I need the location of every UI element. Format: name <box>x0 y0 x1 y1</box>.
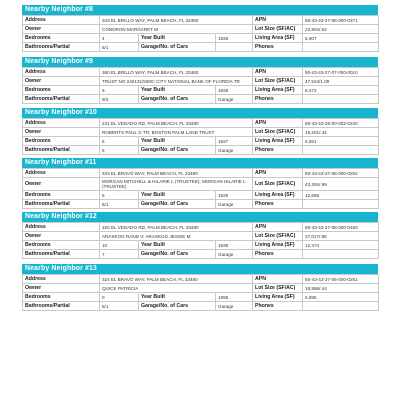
section-title: Nearby Neighbor #12 <box>22 212 378 222</box>
lot-size-value: 18,966/.44 <box>303 284 379 293</box>
year-built-label: Year Built <box>139 241 216 250</box>
phones-value <box>303 43 379 52</box>
owner-label: Owner <box>23 284 100 293</box>
table-row <box>23 302 379 311</box>
garage-value: Garage <box>216 146 253 155</box>
neighbor-table <box>22 222 379 259</box>
table-row <box>23 128 379 137</box>
neighbor-section <box>22 158 378 209</box>
bedrooms-value: 6 <box>100 86 139 95</box>
lot-size-label: Lot Size (SF/AC) <box>253 284 303 293</box>
phones-label: Phones <box>253 200 303 209</box>
address-label: Address <box>23 119 100 128</box>
baths-label: Bathrooms/Partial <box>23 200 100 209</box>
table-row <box>23 68 379 77</box>
bedrooms-label: Bedrooms <box>23 137 100 146</box>
bedrooms-value: 10 <box>100 241 139 250</box>
year-built-value: 1936 <box>216 241 253 250</box>
lot-size-label: Lot Size (SF/AC) <box>253 232 303 241</box>
year-built-label: Year Built <box>139 191 216 200</box>
apn-value: 50-43-43-27-06-000-0371 <box>303 16 379 25</box>
bedrooms-label: Bedrooms <box>23 191 100 200</box>
baths-label: Bathrooms/Partial <box>23 302 100 311</box>
phones-value <box>303 95 379 104</box>
phones-value <box>303 302 379 311</box>
table-row <box>23 169 379 178</box>
apn-value: 50-43-43-27-08-000-0450 <box>303 223 379 232</box>
neighbor-table <box>22 67 379 104</box>
neighbor-section <box>22 264 378 311</box>
baths-label: Bathrooms/Partial <box>23 250 100 259</box>
address-label: Address <box>23 16 100 25</box>
living-area-value: 8,472 <box>303 86 379 95</box>
apn-value: 50-43-43-27-06-000-0252 <box>303 169 379 178</box>
neighbor-section <box>22 57 378 104</box>
neighbor-section <box>22 212 378 259</box>
owner-value: ARASKOG RAND V; ARASKOG JESSIE M <box>100 232 253 241</box>
living-area-value: 12,374 <box>303 241 379 250</box>
bedrooms-label: Bedrooms <box>23 293 100 302</box>
owner-value: ROBERTS PAUL G TR; BOSTON PALM LAND TRUST <box>100 128 253 137</box>
living-area-label: Living Area (SF) <box>253 86 303 95</box>
neighbor-table <box>22 168 379 209</box>
baths-value: 5/1 <box>100 43 139 52</box>
living-area-value: 12,669 <box>303 191 379 200</box>
table-row <box>23 200 379 209</box>
table-row <box>23 86 379 95</box>
bedrooms-value: 5 <box>100 137 139 146</box>
section-title: Nearby Neighbor #9 <box>22 57 378 67</box>
garage-label: Garage/No. of Cars <box>139 95 216 104</box>
year-built-label: Year Built <box>139 137 216 146</box>
apn-value: 50-43-43-26-00-002-0240 <box>303 119 379 128</box>
lot-size-value: 47,524/1.09 <box>303 77 379 86</box>
garage-value: Garage <box>216 302 253 311</box>
table-row <box>23 137 379 146</box>
table-row <box>23 232 379 241</box>
owner-label: Owner <box>23 178 100 191</box>
baths-label: Bathrooms/Partial <box>23 95 100 104</box>
table-row <box>23 43 379 52</box>
baths-value: 9/2 <box>100 95 139 104</box>
bedrooms-label: Bedrooms <box>23 86 100 95</box>
phones-label: Phones <box>253 146 303 155</box>
year-built-value: 1995 <box>216 293 253 302</box>
living-area-label: Living Area (SF) <box>253 241 303 250</box>
baths-value: 7 <box>100 250 139 259</box>
address-label: Address <box>23 223 100 232</box>
lot-size-label: Lot Size (SF/AC) <box>253 128 303 137</box>
apn-value: 50-43-43-27-06-000-0251 <box>303 275 379 284</box>
living-area-value: 6,651 <box>303 137 379 146</box>
bedrooms-value: 0 <box>100 293 139 302</box>
neighbor-section <box>22 5 378 52</box>
address-value: 320 EL VEDADO RD, PALM BEACH, FL 33480 <box>100 223 253 232</box>
year-built-label: Year Built <box>139 34 216 43</box>
address-value: 241 EL VEDADO RD, PALM BEACH, FL 33480 <box>100 119 253 128</box>
owner-label: Owner <box>23 232 100 241</box>
year-built-value: 1927 <box>216 137 253 146</box>
lot-size-value: 19,201/.44 <box>303 128 379 137</box>
owner-value: MORGAN MITCHELL & HILARIE L (TRUSTEE); MORGAN HILARIE L (TRUSTEE) <box>100 178 253 191</box>
living-area-label: Living Area (SF) <box>253 137 303 146</box>
address-value: 343 EL BRAVO WAY, PALM BEACH, FL 33480 <box>100 169 253 178</box>
apn-value: 50-43-43-27-07-000-0010 <box>303 68 379 77</box>
living-area-value: 5,995 <box>303 293 379 302</box>
apn-label: APN <box>253 275 303 284</box>
table-row <box>23 178 379 191</box>
address-label: Address <box>23 275 100 284</box>
bedrooms-label: Bedrooms <box>23 241 100 250</box>
phones-value <box>303 146 379 155</box>
living-area-label: Living Area (SF) <box>253 34 303 43</box>
section-title: Nearby Neighbor #13 <box>22 264 378 274</box>
garage-label: Garage/No. of Cars <box>139 200 216 209</box>
phones-label: Phones <box>253 95 303 104</box>
table-row <box>23 241 379 250</box>
garage-label: Garage/No. of Cars <box>139 43 216 52</box>
address-value: 324 EL BRAVO WAY, PALM BEACH, FL 33480 <box>100 275 253 284</box>
lot-size-label: Lot Size (SF/AC) <box>253 178 303 191</box>
year-built-value: 1925 <box>216 191 253 200</box>
lot-size-value: 37,017/.85 <box>303 232 379 241</box>
year-built-value: 1928 <box>216 34 253 43</box>
garage-value: Garage <box>216 200 253 209</box>
owner-value: CONDRON MARGARET M <box>100 25 253 34</box>
table-row <box>23 223 379 232</box>
table-row <box>23 34 379 43</box>
section-title: Nearby Neighbor #8 <box>22 5 378 15</box>
lot-size-value: 43,294/.99 <box>303 178 379 191</box>
owner-value: QUICK PATRICIA <box>100 284 253 293</box>
owner-label: Owner <box>23 77 100 86</box>
bedrooms-value: 4 <box>100 34 139 43</box>
apn-label: APN <box>253 16 303 25</box>
lot-size-label: Lot Size (SF/AC) <box>253 25 303 34</box>
address-label: Address <box>23 169 100 178</box>
baths-value: 5 <box>100 146 139 155</box>
apn-label: APN <box>253 119 303 128</box>
garage-value: Garage <box>216 250 253 259</box>
year-built-label: Year Built <box>139 293 216 302</box>
lot-size-value: 22,904/.53 <box>303 25 379 34</box>
living-area-label: Living Area (SF) <box>253 293 303 302</box>
section-title: Nearby Neighbor #10 <box>22 108 378 118</box>
address-value: 360 EL BRILLO WAY, PALM BEACH, FL 33480 <box>100 68 253 77</box>
table-row <box>23 16 379 25</box>
address-value: 343 EL BRILLO WAY, PALM BEACH, FL 33480 <box>100 16 253 25</box>
phones-label: Phones <box>253 43 303 52</box>
owner-label: Owner <box>23 25 100 34</box>
owner-label: Owner <box>23 128 100 137</box>
table-row <box>23 293 379 302</box>
baths-label: Bathrooms/Partial <box>23 43 100 52</box>
bedrooms-label: Bedrooms <box>23 34 100 43</box>
baths-value: 6/1 <box>100 200 139 209</box>
table-row <box>23 191 379 200</box>
neighbor-table <box>22 15 379 52</box>
neighbor-section <box>22 108 378 155</box>
phones-label: Phones <box>253 302 303 311</box>
table-row <box>23 77 379 86</box>
owner-value: TRUST NO 240131/5900; CITY NATIONAL BANK OF FLORIDA TR <box>100 77 253 86</box>
section-title: Nearby Neighbor #11 <box>22 158 378 168</box>
phones-value <box>303 200 379 209</box>
neighbor-table <box>22 118 379 155</box>
garage-label: Garage/No. of Cars <box>139 302 216 311</box>
garage-value: Garage <box>216 95 253 104</box>
bedrooms-value: 5 <box>100 191 139 200</box>
apn-label: APN <box>253 169 303 178</box>
baths-label: Bathrooms/Partial <box>23 146 100 155</box>
lot-size-label: Lot Size (SF/AC) <box>253 77 303 86</box>
baths-value: 5/1 <box>100 302 139 311</box>
table-row <box>23 284 379 293</box>
table-row <box>23 250 379 259</box>
year-built-label: Year Built <box>139 86 216 95</box>
table-row <box>23 275 379 284</box>
table-row <box>23 95 379 104</box>
garage-label: Garage/No. of Cars <box>139 250 216 259</box>
neighbor-table <box>22 274 379 311</box>
table-row <box>23 25 379 34</box>
table-row <box>23 146 379 155</box>
apn-label: APN <box>253 223 303 232</box>
living-area-label: Living Area (SF) <box>253 191 303 200</box>
phones-label: Phones <box>253 250 303 259</box>
table-row <box>23 119 379 128</box>
garage-value <box>216 43 253 52</box>
living-area-value: 5,907 <box>303 34 379 43</box>
address-label: Address <box>23 68 100 77</box>
phones-value <box>303 250 379 259</box>
year-built-value: 1928 <box>216 86 253 95</box>
garage-label: Garage/No. of Cars <box>139 146 216 155</box>
apn-label: APN <box>253 68 303 77</box>
